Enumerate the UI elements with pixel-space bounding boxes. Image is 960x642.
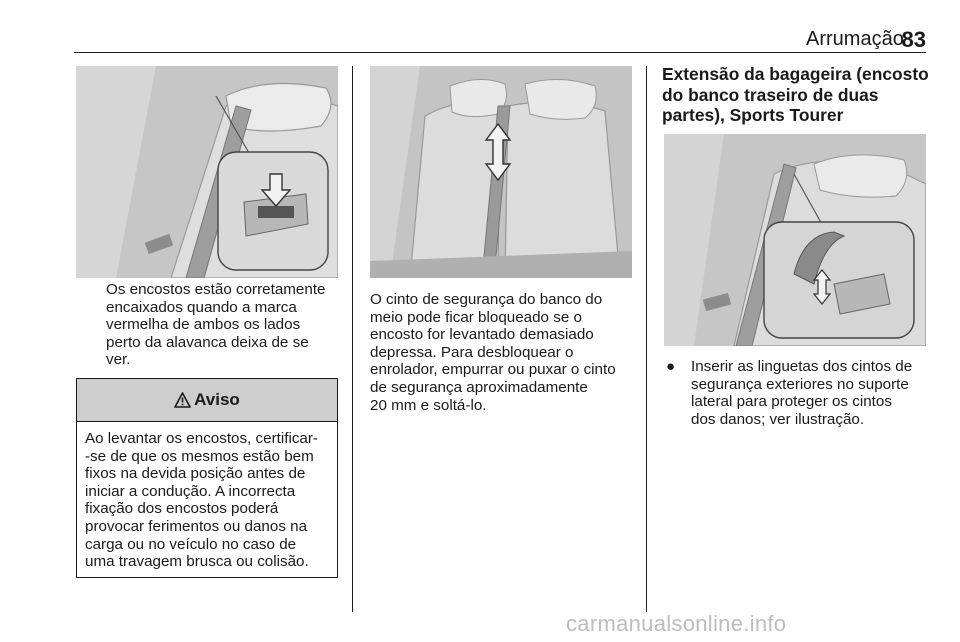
warning-text: Ao levantar os encostos, certificar- -se de que os mesmos estão bem fixos na devida posição antes de iniciar a condução. A incorrecta fixação dos encostos poderá provocar ferimentos ou danos na carga ou no veículo no caso de uma travagem brusca ou colisão. [85,430,318,571]
warning-box [76,378,338,578]
middle-seatbelt-illustration [370,66,632,278]
bullet-instruction: Inserir as linguetas dos cintos de segurança exteriores no suporte lateral para proteger os cintos dos danos; ver ilustração. [691,358,913,428]
seatback-lever-illustration [76,66,338,278]
section-title: Arrumação [806,28,904,50]
warning-title: Aviso [194,390,240,409]
section-heading: Extensão da bagageira (encosto do banco traseiro de duas partes), Sports Tourer [662,64,929,125]
seatback-locking-caption: Os encostos estão corretamente encaixados quando a marca vermelha de ambos os lados perto da alavanca deixa de se ver. [106,281,326,369]
watermark: carmanualsonline.info [566,611,787,636]
page-number: 83 [901,27,926,52]
bullet-icon: ● [666,358,676,375]
middle-belt-paragraph: O cinto de segurança do banco do meio pode ficar bloqueado se o encosto for levantado demasiado depressa. Para desbloquear o enrolador, empurrar ou puxar o cinto de segurança aproximadamente 20 mm e soltá-lo. [370,291,616,414]
warning-triangle-icon [174,392,191,408]
column-divider [352,66,353,612]
seatbelt-holder-illustration [664,134,926,346]
column-divider [646,66,647,612]
warning-header [77,379,337,422]
page-header [74,22,926,53]
